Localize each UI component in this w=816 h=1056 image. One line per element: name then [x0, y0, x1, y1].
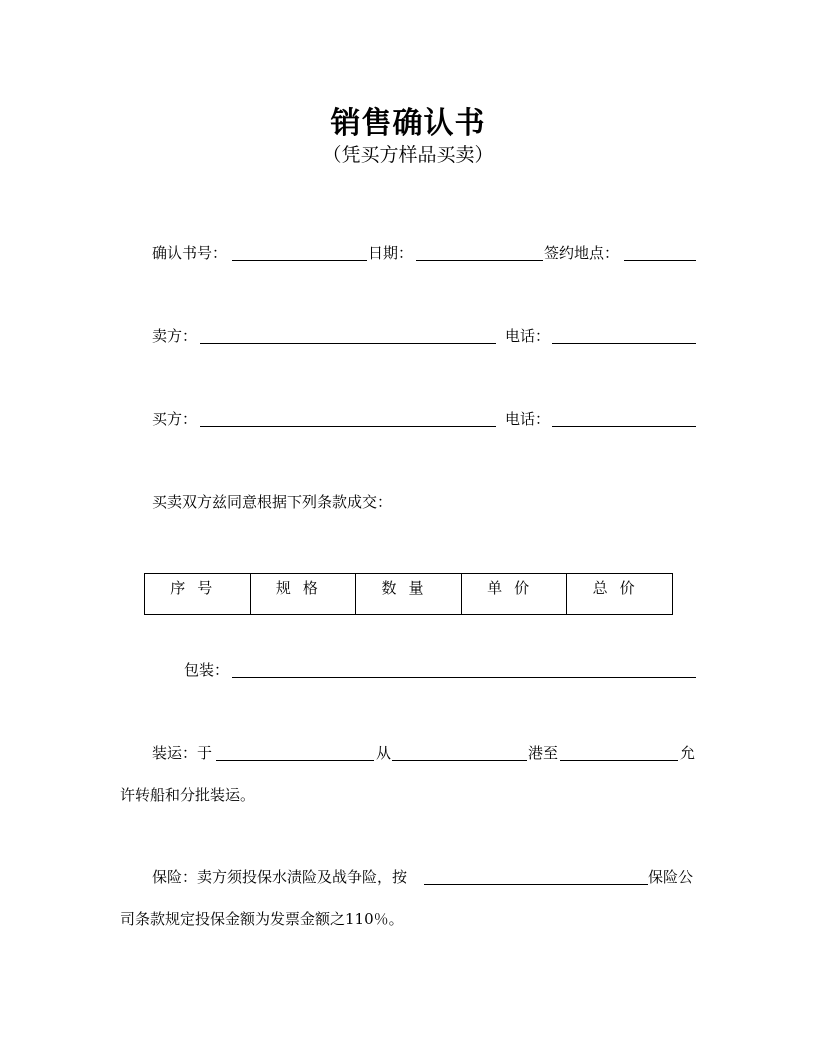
seller-phone-label: 电话：: [505, 327, 551, 345]
buyer-phone-label: 电话：: [505, 410, 551, 428]
col-quantity: 数量: [356, 574, 462, 615]
document-title: 销售确认书: [330, 106, 486, 141]
buyer-label: 买方：: [152, 410, 198, 428]
buyer-phone-field[interactable]: [552, 426, 696, 427]
col-total-price: 总价: [567, 574, 673, 615]
seller-phone-field[interactable]: [552, 343, 696, 344]
shipment-allow-text: 允: [680, 744, 696, 762]
shipment-time-field[interactable]: [216, 760, 374, 761]
insurance-company-text: 保险公: [648, 868, 694, 886]
goods-table: [144, 573, 673, 615]
date-label: 日期：: [368, 244, 414, 262]
packing-field[interactable]: [232, 677, 696, 678]
confirmation-no-label: 确认书号：: [152, 244, 228, 262]
col-unit-price: 单价: [461, 574, 567, 615]
confirmation-no-field[interactable]: [232, 260, 367, 261]
insurance-label: 保险：卖方须投保水渍险及战争险，按: [152, 868, 408, 886]
seller-label: 卖方：: [152, 327, 198, 345]
signing-place-field[interactable]: [624, 260, 696, 261]
col-specification: 规格: [250, 574, 356, 615]
document-subtitle: （凭买方样品买卖）: [322, 144, 494, 166]
shipment-from-label: 从: [376, 744, 392, 762]
shipment-from-port-field[interactable]: [392, 760, 527, 761]
seller-field[interactable]: [200, 343, 496, 344]
date-field[interactable]: [416, 260, 543, 261]
shipment-label: 装运：于: [152, 744, 213, 762]
signing-place-label: 签约地点：: [544, 244, 620, 262]
insurance-continuation: 司条款规定投保金额为发票金额之110％。: [120, 910, 404, 928]
shipment-port-to-label: 港至: [528, 744, 559, 762]
col-serial-no: 序号: [145, 574, 251, 615]
agreement-intro: 买卖双方兹同意根据下列条款成交：: [152, 493, 393, 511]
goods-table-header-row: [145, 574, 673, 615]
shipment-continuation: 许转船和分批装运。: [120, 786, 256, 804]
packing-label: 包装：: [184, 661, 230, 679]
insurance-company-field[interactable]: [424, 884, 648, 885]
buyer-field[interactable]: [200, 426, 496, 427]
shipment-destination-field[interactable]: [560, 760, 678, 761]
